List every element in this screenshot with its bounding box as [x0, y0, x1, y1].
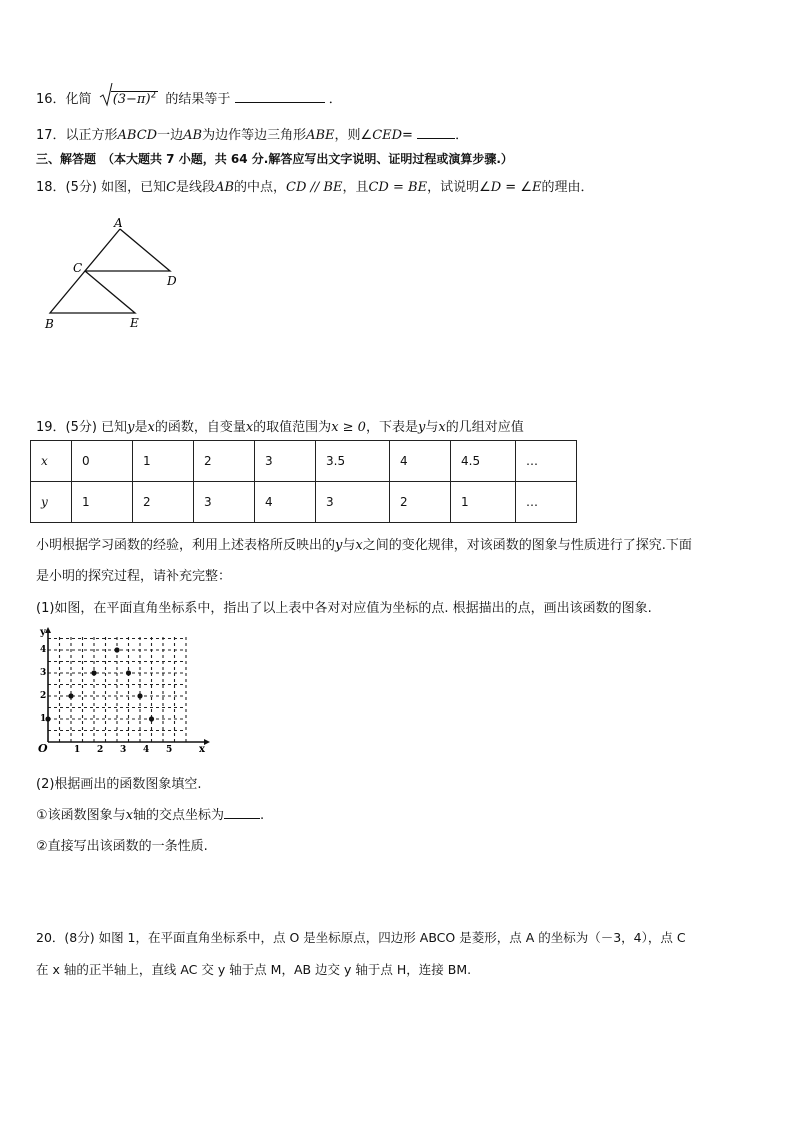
table-row-x [31, 441, 577, 482]
q18-c: C [166, 180, 177, 195]
y-tick-2: 2 [40, 691, 47, 701]
q18-eqangle: = ∠ [501, 180, 532, 195]
table-cell: 1 [72, 482, 133, 523]
q20-line-1: 20．(8分) 如图 1，在平面直角坐标系中，点 O 是坐标原点，四边形 ABCO 是菱形，点 A 的坐标为（－3，4），点 C [36, 930, 686, 945]
q18-mid4: ，试说明∠ [427, 180, 491, 195]
q20-line-2: 在 x 轴的正半轴上，直线 AC 交 y 轴于点 M，AB 边交 y 轴于点 H，连接 BM. [36, 962, 472, 977]
q19-para1-a: 小明根据学习函数的经验，利用上述表格所反映出的 [36, 538, 336, 553]
q17-side: AB [183, 128, 203, 143]
value-table [30, 440, 577, 523]
answer-blank-19[interactable] [224, 818, 260, 819]
table-cell: … [516, 482, 577, 523]
question-16 [36, 88, 342, 107]
q17-mid3: ，则∠ [334, 128, 373, 143]
q18-ab: AB [215, 180, 235, 195]
q18-prefix: 18．(5分) 如图，已知 [36, 180, 167, 195]
table-cell: 3.5 [316, 441, 390, 482]
table-cell: 3 [316, 482, 390, 523]
y-axis-arrow [45, 627, 51, 633]
q18-figure [40, 215, 200, 340]
q17-angle: CED [372, 128, 403, 143]
q17-mid1: 一边 [157, 128, 184, 143]
q19-suffix: 的几组对应值 [445, 420, 524, 435]
q18-e: E [531, 180, 542, 195]
q17-prefix: 17．以正方形 [36, 128, 118, 143]
q18-equal: CD = BE [368, 180, 428, 195]
table-cell: 3 [255, 441, 316, 482]
q16-period: ． [328, 92, 342, 107]
question-17 [36, 124, 468, 143]
plotted-point [149, 716, 154, 721]
table-cell: 2 [390, 482, 451, 523]
section-3-heading: 三、解答题 （本大题共 7 小题，共 64 分.解答应写出文字说明、证明过程或演算步骤.） [36, 152, 513, 166]
q17-eq: = [402, 128, 413, 143]
q18-suffix: 的理由． [541, 180, 594, 195]
q19-range: x ≥ 0 [331, 420, 366, 435]
q19-prefix: 19．(5分) 已知 [36, 420, 128, 435]
q19-para1-x: x [355, 538, 363, 553]
y-tick-4: 4 [40, 645, 47, 655]
q19-sub1-b: 轴的交点坐标为 [133, 808, 225, 823]
plotted-point [137, 693, 142, 698]
x-tick-1: 1 [74, 745, 81, 755]
q18-d: D [490, 180, 502, 195]
triangle-acd [85, 229, 170, 271]
q19-mid3: 的取值范围为 [253, 420, 332, 435]
q19-sub-2: ②直接写出该函数的一条性质. [36, 839, 208, 854]
radical-expression [99, 91, 159, 107]
table-cell: 4 [390, 441, 451, 482]
q19-para1-b: 与 [342, 538, 356, 553]
q19-para1-y: y [335, 538, 343, 553]
label-c: C [73, 261, 83, 275]
q19-mid4: ，下表是 [365, 420, 418, 435]
table-cell: 1 [133, 441, 194, 482]
triangle-cbe [50, 271, 135, 313]
x-tick-3: 3 [120, 745, 127, 755]
table-header-y: y [31, 482, 72, 523]
answer-blank-17[interactable] [417, 138, 455, 139]
q19-part-1: (1)如图，在平面直角坐标系中，指出了以上表中各对对应值为坐标的点. 根据描出的点，画出该函数的图象. [36, 601, 652, 616]
table-cell: … [516, 441, 577, 482]
question-18 [36, 176, 593, 195]
q19-part-2: (2)根据画出的函数图象填空. [36, 777, 202, 792]
x-tick-5: 5 [166, 745, 173, 755]
table-row-y [31, 482, 577, 523]
x-tick-4: 4 [143, 745, 150, 755]
table-cell: 2 [133, 482, 194, 523]
q19-x3: x [438, 420, 446, 435]
label-d: D [167, 274, 177, 288]
table-cell: 0 [72, 441, 133, 482]
x-tick-2: 2 [97, 745, 104, 755]
q18-mid3: ，且 [342, 180, 369, 195]
q19-paragraph-1 [36, 534, 692, 553]
q19-y: y [127, 420, 135, 435]
q19-x2: x [245, 420, 254, 435]
q19-para1-c: 之间的变化规律，对该函数的图象与性质进行了探究.下面 [362, 538, 692, 553]
table-cell: 4.5 [451, 441, 516, 482]
radicand-exponent: 2 [150, 90, 157, 101]
q17-square: ABCD [117, 128, 158, 143]
q18-parallel: CD // BE [286, 180, 343, 195]
q19-mid2: 的函数，自变量 [154, 420, 246, 435]
origin-label: O [38, 742, 48, 755]
y-tick-1: 1 [40, 714, 47, 724]
q17-period: ． [455, 128, 469, 143]
plotted-point [126, 670, 131, 675]
q19-y2: y [417, 420, 426, 435]
q19-mid1: 是 [134, 420, 148, 435]
y-tick-3: 3 [40, 668, 47, 678]
q19-sub1-x: x [125, 808, 133, 823]
y-axis-label: y [40, 627, 46, 638]
plotted-point [91, 670, 96, 675]
plotted-point [114, 647, 119, 652]
table-cell: 3 [194, 482, 255, 523]
q19-sub1-end: . [260, 808, 265, 823]
q19-paragraph-2: 是小明的探究过程，请补充完整： [36, 569, 232, 584]
q17-triangle: ABE [306, 128, 335, 143]
q16-suffix: 的结果等于 [165, 92, 231, 107]
table-header-x: x [31, 441, 72, 482]
table-cell: 2 [194, 441, 255, 482]
radical-sign [99, 83, 113, 107]
q17-mid2: 为边作等边三角形 [202, 128, 307, 143]
q18-mid1: 是线段 [176, 180, 216, 195]
table-cell: 4 [255, 482, 316, 523]
question-19 [36, 416, 524, 435]
q16-prefix: 16．化简 [36, 92, 92, 107]
q19-mid5: 与 [425, 420, 439, 435]
radicand: (3−π) [112, 92, 151, 107]
q18-mid2: 的中点， [234, 180, 287, 195]
label-a: A [114, 216, 123, 230]
q19-x: x [147, 420, 155, 435]
answer-blank-16[interactable] [235, 102, 325, 103]
q19-sub1-a: ①该函数图象与 [36, 808, 126, 823]
label-b: B [45, 317, 54, 331]
label-e: E [130, 316, 139, 330]
table-cell: 1 [451, 482, 516, 523]
plotted-point [68, 693, 73, 698]
q19-sub-1 [36, 804, 264, 823]
coordinate-grid-figure [36, 625, 216, 755]
x-axis-label: x [199, 744, 205, 755]
